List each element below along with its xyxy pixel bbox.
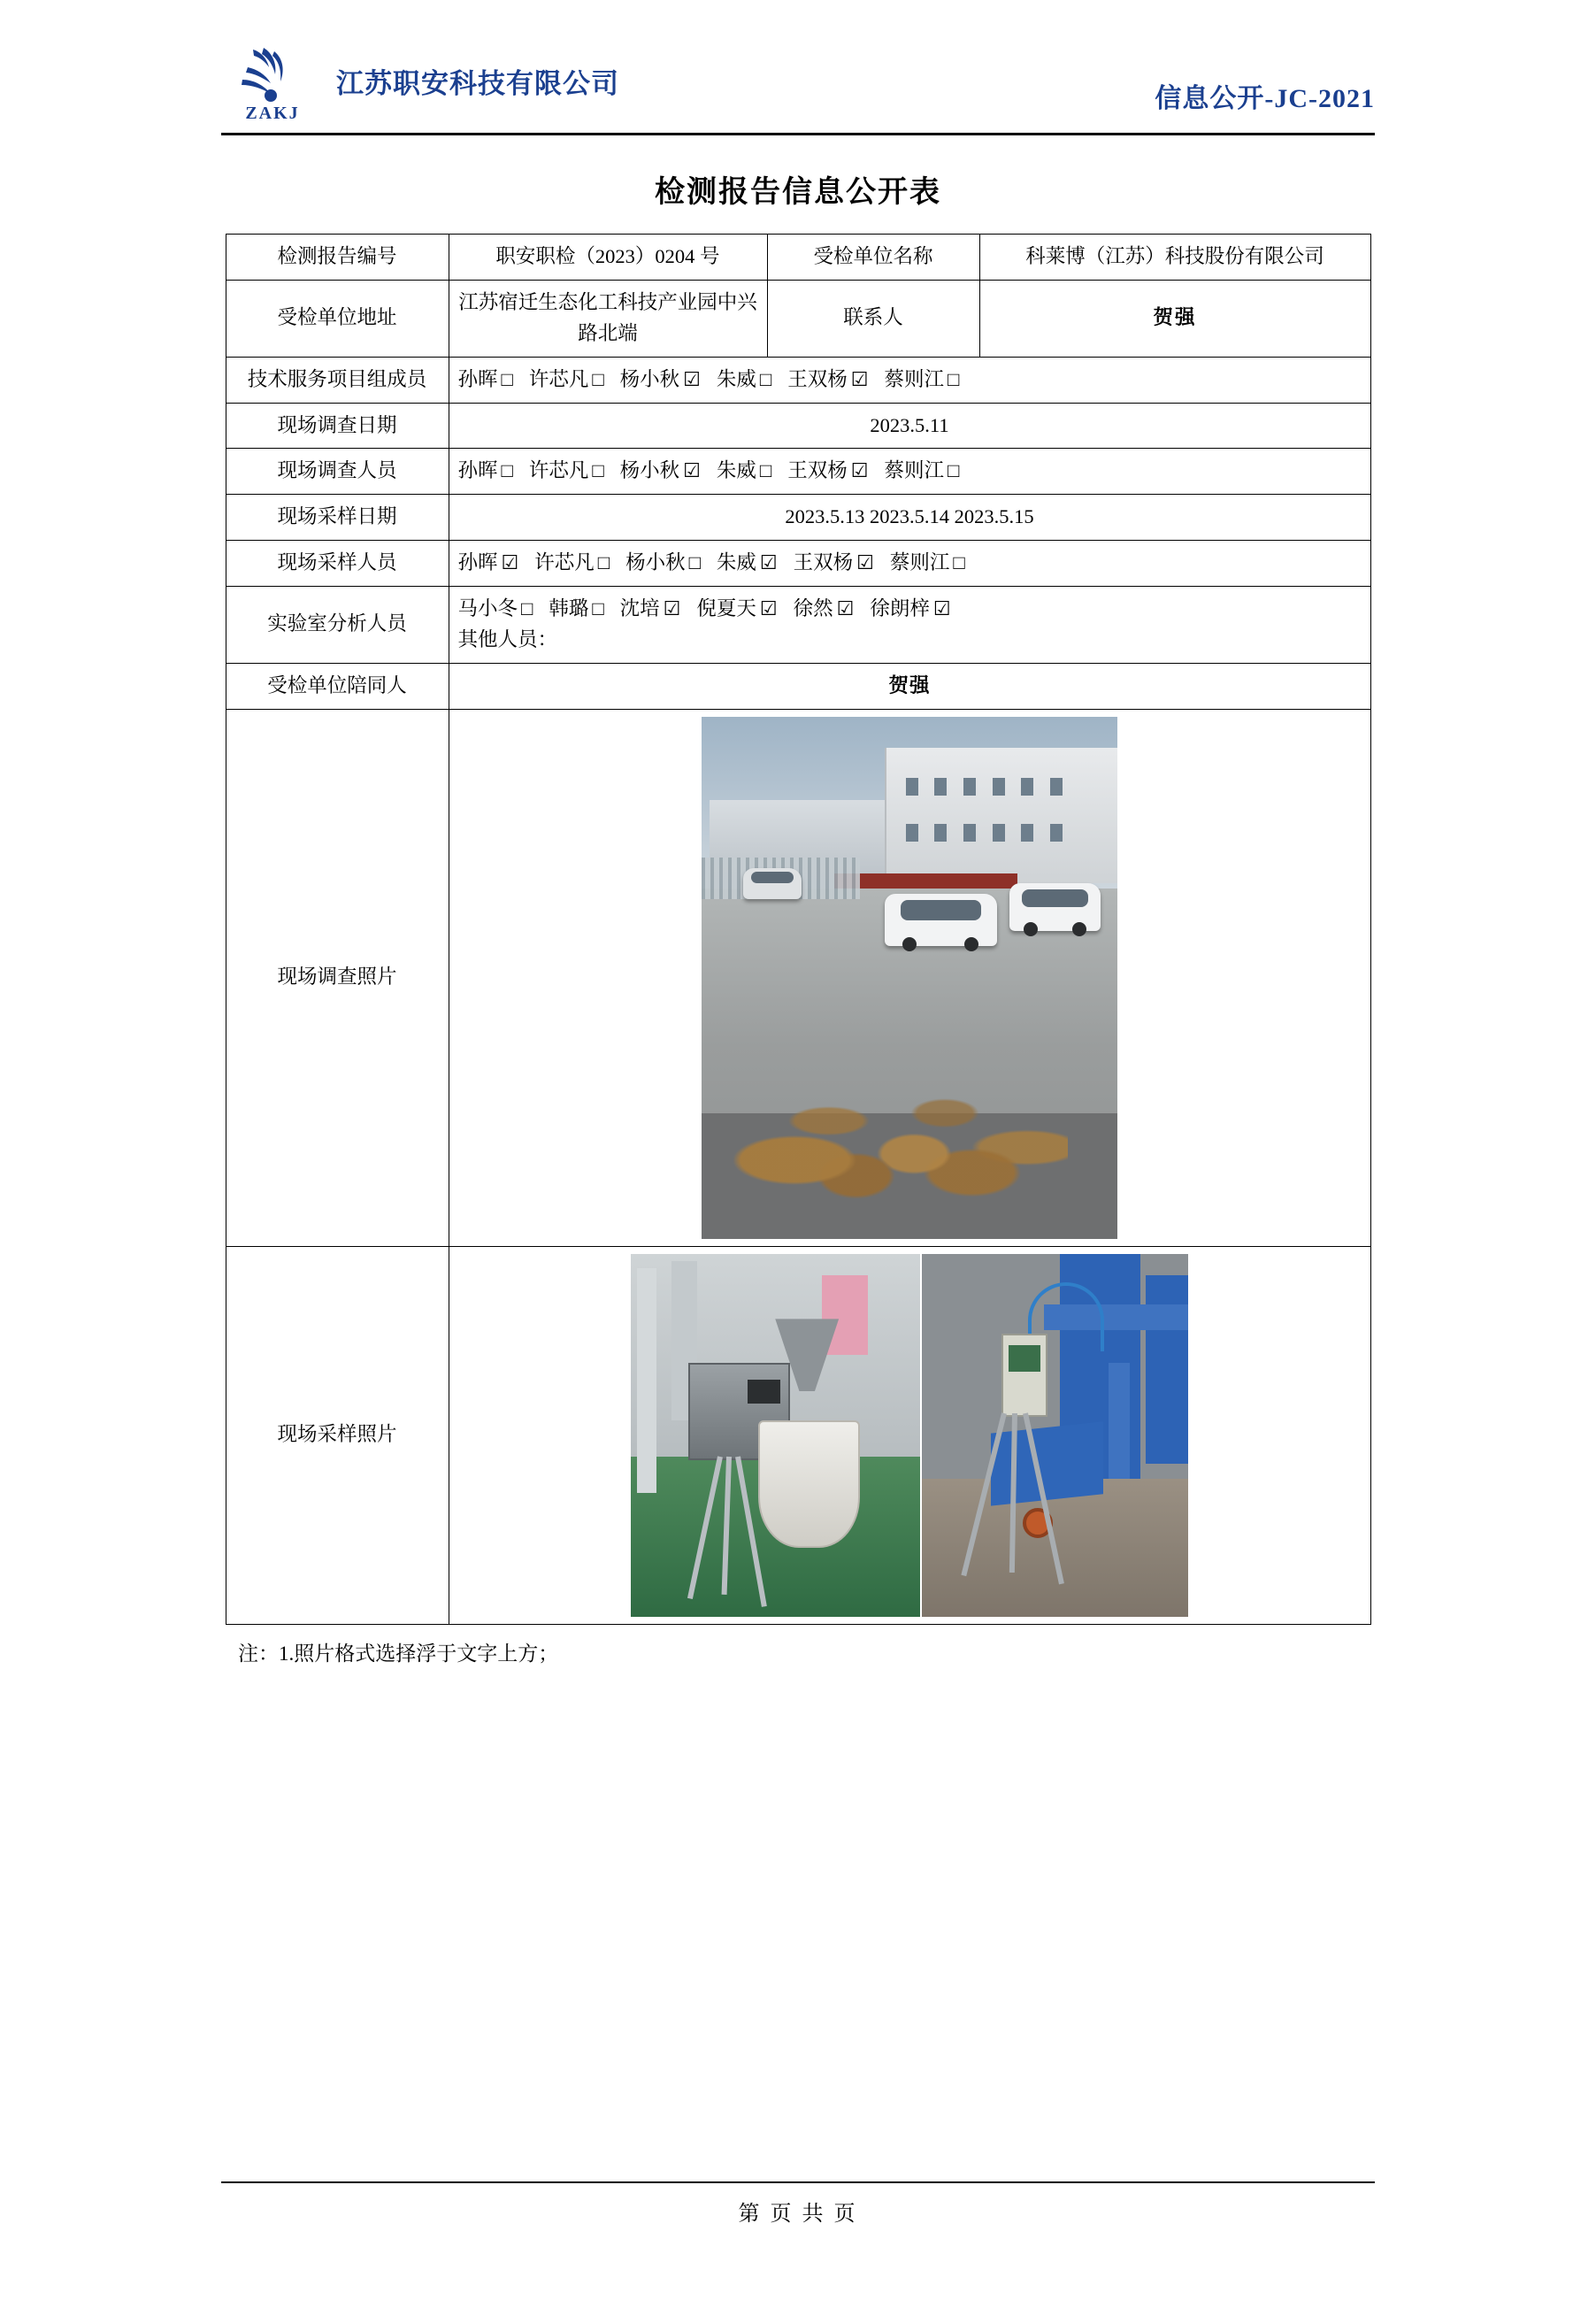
table-row [226, 449, 1370, 495]
client-name-label: 受检单位名称 [767, 235, 979, 281]
report-no-label: 检测报告编号 [226, 235, 449, 281]
checklist-item-label: 徐朗梓 [870, 597, 930, 619]
sampling-date-label: 现场采样日期 [226, 495, 449, 541]
checkbox-unchecked-icon[interactable]: □ [501, 367, 513, 390]
table-row [226, 587, 1370, 664]
page-header [221, 42, 1375, 135]
checklist-item[interactable] [794, 551, 874, 573]
checklist-item[interactable] [787, 459, 868, 481]
checklist-item[interactable] [884, 368, 959, 390]
checklist-item-label: 杨小秋 [619, 367, 680, 390]
client-name-value: 科莱博（江苏）科技股份有限公司 [979, 235, 1370, 281]
table-row [226, 403, 1370, 449]
checkbox-checked-icon[interactable]: ☑ [856, 551, 874, 574]
checkbox-checked-icon[interactable]: ☑ [850, 367, 869, 390]
checkbox-checked-icon[interactable]: ☑ [683, 367, 701, 390]
sampling-photo-left [631, 1254, 920, 1617]
checklist-item[interactable] [529, 459, 604, 481]
checklist-item-label: 孙晖 [457, 367, 498, 390]
escort-label: 受检单位陪同人 [226, 663, 449, 709]
checklist-item[interactable] [787, 368, 868, 390]
checklist-item[interactable] [717, 368, 771, 390]
team-label: 技术服务项目组成员 [226, 357, 449, 403]
checklist-item-label: 杨小秋 [625, 551, 686, 574]
document-page [0, 42, 1596, 2308]
checkbox-checked-icon[interactable]: ☑ [759, 551, 778, 574]
checkbox-checked-icon[interactable]: ☑ [850, 459, 869, 482]
checkbox-unchecked-icon[interactable]: □ [688, 551, 701, 574]
checkbox-checked-icon[interactable]: ☑ [836, 597, 855, 619]
checkbox-unchecked-icon[interactable]: □ [597, 551, 610, 574]
checkbox-unchecked-icon[interactable]: □ [947, 367, 960, 390]
checklist-item-label: 孙晖 [457, 459, 498, 482]
photo-car-2 [1009, 883, 1101, 930]
checkbox-unchecked-icon[interactable]: □ [592, 459, 604, 482]
checklist-item-label: 许芯凡 [528, 367, 589, 390]
checkbox-unchecked-icon[interactable]: □ [759, 459, 772, 482]
checkbox-unchecked-icon[interactable]: □ [953, 551, 965, 574]
photo-building-main [885, 748, 1117, 883]
checklist-item[interactable] [717, 551, 778, 573]
table-row [226, 541, 1370, 587]
survey-staff-list [449, 449, 1370, 495]
checklist-item[interactable] [458, 368, 513, 390]
survey-date-label: 现场调查日期 [226, 403, 449, 449]
table-row [226, 357, 1370, 403]
table-row [226, 1246, 1370, 1624]
team-members-list [449, 357, 1370, 403]
contact-label: 联系人 [767, 280, 979, 357]
svg-text:ZAKJ: ZAKJ [245, 104, 300, 123]
checklist-item-label: 杨小秋 [619, 459, 680, 482]
checkbox-checked-icon[interactable]: ☑ [932, 597, 951, 619]
contact-value: 贺强 [979, 280, 1370, 357]
checklist-item-label: 朱威 [716, 551, 756, 574]
checkbox-checked-icon[interactable]: ☑ [683, 459, 701, 482]
survey-photo-label: 现场调查照片 [226, 709, 449, 1246]
report-no-value: 职安职检（2023）0204 号 [449, 235, 767, 281]
checklist-item[interactable] [717, 459, 771, 481]
survey-photo-cell [449, 709, 1370, 1246]
report-info-table [226, 234, 1371, 1625]
survey-staff-label: 现场调查人员 [226, 449, 449, 495]
page-footer: 第 页 共 页 [221, 2181, 1375, 2227]
photo-car-3 [743, 868, 802, 899]
checklist-item-label: 蔡则江 [884, 459, 944, 482]
checklist-item-label: 马小冬 [457, 597, 518, 619]
site-survey-photo [702, 717, 1117, 1239]
site-sampling-photo [631, 1254, 1188, 1617]
checklist-item[interactable] [890, 551, 965, 573]
checklist-item-label: 沈培 [619, 597, 660, 619]
photo-car-1 [885, 894, 997, 946]
checklist-item[interactable] [620, 368, 701, 390]
client-address-value: 江苏宿迁生态化工科技产业园中兴路北端 [449, 280, 767, 357]
header-left [221, 42, 619, 124]
lab-staff-other-label: 其他人员： [457, 627, 558, 650]
checklist-item-label: 韩璐 [549, 597, 589, 619]
sampling-staff-list [449, 541, 1370, 587]
checklist-item-label: 王双杨 [787, 367, 848, 390]
sampling-photo-cell [449, 1246, 1370, 1624]
company-name: 江苏职安科技有限公司 [336, 67, 619, 99]
checklist-item-label: 许芯凡 [528, 459, 589, 482]
table-row [226, 709, 1370, 1246]
checklist-item[interactable] [794, 597, 855, 619]
table-row [226, 280, 1370, 357]
checklist-item[interactable] [625, 551, 701, 573]
sampling-photo-label: 现场采样照片 [226, 1246, 449, 1624]
checklist-item-label: 王双杨 [793, 551, 854, 574]
checkbox-checked-icon[interactable]: ☑ [663, 597, 681, 619]
checkbox-unchecked-icon[interactable]: □ [592, 367, 604, 390]
checklist-item-label: 孙晖 [457, 551, 498, 574]
checkbox-unchecked-icon[interactable]: □ [759, 367, 772, 390]
company-logo-icon [221, 42, 324, 124]
checkbox-checked-icon[interactable]: ☑ [759, 597, 778, 619]
checkbox-unchecked-icon[interactable]: □ [521, 597, 533, 619]
checklist-item-label: 朱威 [716, 459, 756, 482]
checkbox-unchecked-icon[interactable]: □ [501, 459, 513, 482]
checklist-item-label: 许芯凡 [534, 551, 595, 574]
lab-staff-label: 实验室分析人员 [226, 587, 449, 664]
photo-leaves [726, 1050, 1067, 1207]
escort-value: 贺强 [449, 663, 1370, 709]
checkbox-unchecked-icon[interactable]: □ [947, 459, 960, 482]
checklist-item[interactable] [458, 597, 533, 619]
sampling-staff-label: 现场采样人员 [226, 541, 449, 587]
checklist-item-label: 徐然 [793, 597, 833, 619]
checklist-item[interactable] [529, 368, 604, 390]
checklist-item[interactable] [620, 597, 681, 619]
lab-staff-cell [449, 587, 1370, 664]
survey-date-value: 2023.5.11 [449, 403, 1370, 449]
client-address-label: 受检单位地址 [226, 280, 449, 357]
lab-staff-list [458, 594, 1362, 625]
table-note: 注：1.照片格式选择浮于文字上方； [238, 1642, 559, 1665]
checklist-item-label: 蔡则江 [884, 367, 944, 390]
checkbox-unchecked-icon[interactable]: □ [592, 597, 604, 619]
checklist-item[interactable] [620, 459, 701, 481]
checklist-item[interactable] [884, 459, 959, 481]
checklist-item[interactable] [458, 459, 513, 481]
checklist-item-label: 朱威 [716, 367, 756, 390]
sampling-photo-right [922, 1254, 1188, 1617]
table-row [226, 235, 1370, 281]
table-row [226, 495, 1370, 541]
sampling-date-value: 2023.5.13 2023.5.14 2023.5.15 [449, 495, 1370, 541]
checklist-item[interactable] [549, 597, 603, 619]
checklist-item[interactable] [458, 551, 519, 573]
checklist-item[interactable] [870, 597, 950, 619]
page-title: 检测报告信息公开表 [655, 176, 941, 209]
checklist-item-label: 王双杨 [787, 459, 848, 482]
checklist-item-label: 蔡则江 [889, 551, 950, 574]
document-code: 信息公开-JC-2021 [1155, 84, 1375, 113]
checkbox-checked-icon[interactable]: ☑ [501, 551, 519, 574]
checklist-item[interactable] [696, 597, 777, 619]
table-row [226, 663, 1370, 709]
checklist-item-label: 倪夏天 [696, 597, 756, 619]
checklist-item[interactable] [534, 551, 610, 573]
